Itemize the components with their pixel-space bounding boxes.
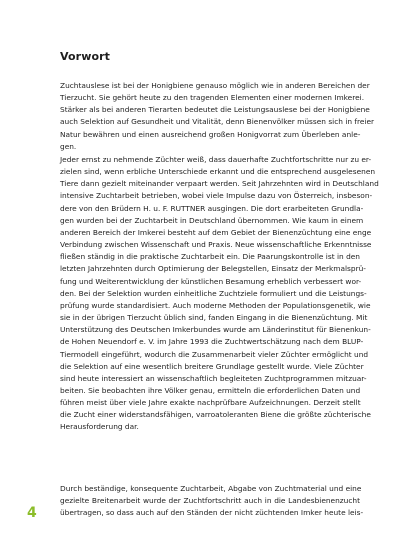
- text-line: Natur bewähren und einen ausreichend großen Honigvorrat zum Überleben anle-: [60, 129, 361, 139]
- text-line: auch Selektion auf Gesundheit und Vitalität, denn Bienenvölker müssen sich in freier: [60, 117, 375, 127]
- text-line: den. Bei der Selektion wurden einheitliche Zuchtziele formuliert und die Leistungs-: [60, 288, 367, 298]
- text-line: übertragen, so dass auch auf den Ständen der nicht züchtenden Imker heute leis-: [60, 508, 364, 518]
- paragraph-1: [60, 80, 375, 153]
- text-line: Tiermodell eingeführt, wodurch die Zusammenarbeit vieler Züchter ermöglicht und: [60, 349, 369, 359]
- text-line: fließen ständig in die praktische Zuchtarbeit ein. Die Paarungskontrolle ist in den: [60, 252, 360, 262]
- text-line: letzten Jahrzehnten durch Optimierung der Belegstellen, Einsatz der Merkmalsprü-: [60, 264, 366, 274]
- text-line: sind heute interessiert an wissenschaftlich begleiteten Zuchtprogrammen mitzuar-: [60, 373, 367, 383]
- text-line: führen meist über viele Jahre exakte nachprüfbare Aufzeichnungen. Derzeit stellt: [60, 398, 361, 408]
- text-line: gen.: [60, 141, 77, 151]
- text-line: prüfung wurde standardisiert. Auch moderne Methoden der Populationsgenetik, wie: [60, 300, 371, 310]
- text-line: de Hohen Neuendorf e. V. im Jahre 1993 die Zuchtwertschätzung nach dem BLUP-: [60, 337, 364, 347]
- text-line: Verbindung zwischen Wissenschaft und Praxis. Neue wissenschaftliche Erkenntnisse: [60, 240, 372, 250]
- text-line: zielen sind, wenn erbliche Unterschiede erkannt und die entsprechend ausgelesenen: [60, 167, 376, 177]
- text-line: gen wurden bei der Zuchtarbeit in Deutschland übernommen. Wie kaum in einem: [60, 215, 364, 225]
- text-line: anderen Bereich der Imkerei besteht auf dem Gebiet der Bienenzüchtung eine enge: [60, 227, 372, 237]
- text-line: dere von den Brüdern H. u. F. RUTTNER ausgingen. Die dort erarbeiteten Grundla-: [60, 203, 364, 213]
- text-line: Zuchtauslese ist bei der Honigbiene genauso möglich wie in anderen Bereichen der: [60, 81, 370, 90]
- paragraph-3: [60, 483, 364, 519]
- text-line: Jeder ernst zu nehmende Züchter weiß, dass dauerhafte Zuchtfortschritte nur zu er-: [60, 155, 372, 164]
- text-line: Unterstützung des Deutschen Imkerbundes wurde am Länderinstitut für Bienenkun-: [60, 325, 371, 335]
- page-number: 4: [27, 505, 37, 521]
- text-line: sie in der übrigen Tierzucht üblich sind, fanden Eingang in die Bienenzüchtung. Mit: [60, 313, 368, 323]
- paragraph-2: [60, 154, 379, 434]
- text-line: Stärker als bei anderen Tierarten bedeutet die Leistungsauslese bei der Honigbiene: [60, 105, 370, 115]
- text-line: intensive Zuchtarbeit betrieben, wobei viele Impulse dazu von Österreich, insbeson-: [60, 191, 373, 201]
- text-line: die Selektion auf eine wesentlich breitere Grundlage gestellt wurde. Viele Züchter: [60, 361, 364, 371]
- text-line: die Zucht einer widerstandsfähigen, varroatoleranten Biene die größte züchterische: [60, 410, 371, 420]
- text-line: fung und Weiterentwicklung der künstlichen Besamung erheblich verbessert wor-: [60, 276, 362, 286]
- text-line: Durch beständige, konsequente Zuchtarbeit, Abgabe von Zuchtmaterial und eine: [60, 484, 362, 493]
- text-line: Tiere dann gezielt miteinander verpaart werden. Seit Jahrzehnten wird in Deutschland: [60, 179, 379, 189]
- section-heading: Vorwort: [60, 50, 110, 63]
- text-line: beiten. Sie beobachten ihre Völker genau, ermitteln die erforderlichen Daten und: [60, 385, 361, 395]
- text-line: gezielte Breitenarbeit wurde der Zuchtfortschritt auch in die Landesbienenzucht: [60, 496, 360, 506]
- text-line: Tierzucht. Sie gehört heute zu den tragenden Elementen einer modernen Imkerei.: [60, 93, 365, 103]
- text-line: Herausforderung dar.: [60, 422, 139, 432]
